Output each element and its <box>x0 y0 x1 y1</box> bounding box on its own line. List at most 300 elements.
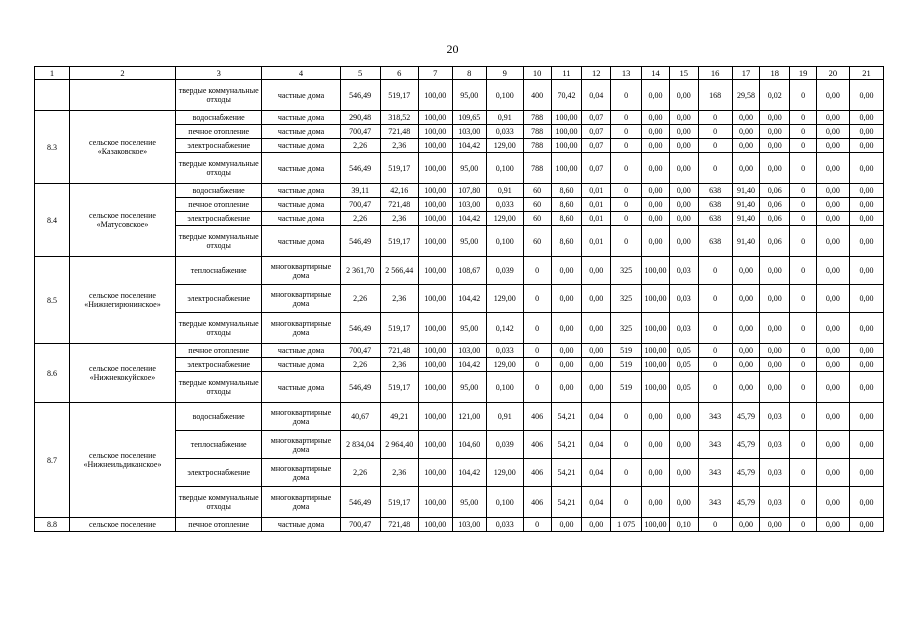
column-number: 11 <box>551 67 582 80</box>
value-cell: 519 <box>611 372 642 403</box>
value-cell: 400 <box>523 80 551 111</box>
value-cell: 104,42 <box>452 358 486 372</box>
value-cell: 406 <box>523 459 551 487</box>
value-cell: 0,033 <box>486 518 523 532</box>
value-cell: 0 <box>698 313 732 344</box>
value-cell: 2,26 <box>340 139 380 153</box>
value-cell: 0,100 <box>486 372 523 403</box>
table-row <box>35 257 884 285</box>
service-type: печное отопление <box>175 198 261 212</box>
service-type: электроснабжение <box>175 459 261 487</box>
value-cell: 100,00 <box>418 431 452 459</box>
value-cell: 0 <box>698 372 732 403</box>
value-cell: 519 <box>611 344 642 358</box>
value-cell: 0,91 <box>486 184 523 198</box>
value-cell: 0 <box>790 358 817 372</box>
value-cell: 0,00 <box>849 226 883 257</box>
value-cell: 0,00 <box>816 80 849 111</box>
table-row <box>35 403 884 431</box>
value-cell: 100,00 <box>551 153 582 184</box>
value-cell: 0,00 <box>669 80 698 111</box>
service-type: твердые коммунальные отходы <box>175 153 261 184</box>
value-cell: 0,00 <box>642 125 670 139</box>
value-cell: 0,00 <box>551 257 582 285</box>
value-cell: 519 <box>611 358 642 372</box>
value-cell: 0 <box>790 111 817 125</box>
tariff-table <box>34 66 884 532</box>
value-cell: 95,00 <box>452 226 486 257</box>
value-cell: 0,00 <box>669 125 698 139</box>
value-cell: 638 <box>698 184 732 198</box>
value-cell: 0,00 <box>642 184 670 198</box>
value-cell: 109,65 <box>452 111 486 125</box>
value-cell: 0 <box>698 125 732 139</box>
value-cell: 788 <box>523 111 551 125</box>
service-type: электроснабжение <box>175 285 261 313</box>
value-cell: 103,00 <box>452 198 486 212</box>
value-cell: 638 <box>698 226 732 257</box>
value-cell: 343 <box>698 487 732 518</box>
service-type: водоснабжение <box>175 184 261 198</box>
value-cell: 100,00 <box>551 125 582 139</box>
value-cell: 0,06 <box>760 212 790 226</box>
value-cell: 95,00 <box>452 372 486 403</box>
value-cell: 100,00 <box>642 257 670 285</box>
value-cell: 0,00 <box>642 226 670 257</box>
value-cell: 721,48 <box>380 198 418 212</box>
value-cell: 8,60 <box>551 212 582 226</box>
building-type: частные дома <box>262 80 340 111</box>
value-cell: 0,00 <box>642 212 670 226</box>
value-cell: 0,01 <box>582 184 611 198</box>
value-cell: 0,00 <box>551 285 582 313</box>
value-cell: 100,00 <box>418 285 452 313</box>
value-cell: 0,04 <box>582 80 611 111</box>
value-cell: 0,00 <box>816 518 849 532</box>
value-cell: 2 834,04 <box>340 431 380 459</box>
value-cell: 343 <box>698 459 732 487</box>
value-cell: 91,40 <box>732 212 760 226</box>
value-cell: 325 <box>611 285 642 313</box>
settlement-name: сельское поселение «Казаковское» <box>69 111 175 184</box>
value-cell: 107,80 <box>452 184 486 198</box>
value-cell: 100,00 <box>642 358 670 372</box>
settlement-name: сельское поселение «Матусовское» <box>69 184 175 257</box>
page-number: 20 <box>446 42 459 56</box>
value-cell: 129,00 <box>486 459 523 487</box>
value-cell: 0,142 <box>486 313 523 344</box>
value-cell: 100,00 <box>642 285 670 313</box>
value-cell: 0,00 <box>849 139 883 153</box>
value-cell: 0,91 <box>486 111 523 125</box>
value-cell: 2,26 <box>340 285 380 313</box>
value-cell: 0,100 <box>486 153 523 184</box>
value-cell: 2,26 <box>340 358 380 372</box>
value-cell: 0,01 <box>582 226 611 257</box>
value-cell: 0,00 <box>642 487 670 518</box>
column-number: 20 <box>816 67 849 80</box>
value-cell: 519,17 <box>380 153 418 184</box>
value-cell: 0,07 <box>582 125 611 139</box>
value-cell: 343 <box>698 431 732 459</box>
column-number: 1 <box>35 67 70 80</box>
building-type: многоквартирные дома <box>262 431 340 459</box>
building-type: многоквартирные дома <box>262 313 340 344</box>
value-cell: 0 <box>790 487 817 518</box>
value-cell: 0 <box>698 518 732 532</box>
value-cell: 2 964,40 <box>380 431 418 459</box>
value-cell: 0,00 <box>849 487 883 518</box>
value-cell: 0,033 <box>486 344 523 358</box>
building-type: частные дома <box>262 358 340 372</box>
column-number: 9 <box>486 67 523 80</box>
value-cell: 0,05 <box>669 372 698 403</box>
value-cell: 406 <box>523 487 551 518</box>
row-number: 8.7 <box>35 403 70 518</box>
value-cell: 100,00 <box>418 139 452 153</box>
value-cell: 2,36 <box>380 459 418 487</box>
value-cell: 0,00 <box>816 313 849 344</box>
value-cell: 0,033 <box>486 198 523 212</box>
settlement-name: сельское поселение «Нижнеильдиканское» <box>69 403 175 518</box>
building-type: частные дома <box>262 139 340 153</box>
value-cell: 54,21 <box>551 431 582 459</box>
value-cell: 0,100 <box>486 487 523 518</box>
value-cell: 0,00 <box>732 344 760 358</box>
value-cell: 0 <box>611 487 642 518</box>
value-cell: 0,03 <box>760 431 790 459</box>
value-cell: 100,00 <box>418 372 452 403</box>
service-type: водоснабжение <box>175 111 261 125</box>
service-type: твердые коммунальные отходы <box>175 313 261 344</box>
service-type: теплоснабжение <box>175 257 261 285</box>
value-cell: 0,00 <box>849 372 883 403</box>
value-cell: 0 <box>611 198 642 212</box>
value-cell: 0,00 <box>551 358 582 372</box>
value-cell: 2 361,70 <box>340 257 380 285</box>
value-cell: 0,00 <box>816 198 849 212</box>
value-cell: 100,00 <box>418 257 452 285</box>
value-cell: 104,60 <box>452 431 486 459</box>
value-cell: 2 566,44 <box>380 257 418 285</box>
value-cell: 700,47 <box>340 344 380 358</box>
value-cell: 100,00 <box>418 459 452 487</box>
value-cell: 0,01 <box>582 198 611 212</box>
value-cell: 0,04 <box>582 403 611 431</box>
value-cell: 2,36 <box>380 212 418 226</box>
value-cell: 91,40 <box>732 184 760 198</box>
value-cell: 0 <box>698 139 732 153</box>
value-cell: 0 <box>698 285 732 313</box>
value-cell: 0,00 <box>760 125 790 139</box>
value-cell: 8,60 <box>551 226 582 257</box>
value-cell: 100,00 <box>418 184 452 198</box>
value-cell: 0,00 <box>669 431 698 459</box>
value-cell: 0,00 <box>849 257 883 285</box>
value-cell: 100,00 <box>418 487 452 518</box>
value-cell: 0 <box>790 198 817 212</box>
table-row <box>35 111 884 125</box>
value-cell: 0,02 <box>760 80 790 111</box>
value-cell: 0,03 <box>760 487 790 518</box>
value-cell: 0 <box>523 358 551 372</box>
value-cell: 0,05 <box>669 344 698 358</box>
table-row <box>35 344 884 358</box>
column-number: 6 <box>380 67 418 80</box>
value-cell: 0 <box>790 212 817 226</box>
value-cell: 0 <box>790 226 817 257</box>
value-cell: 100,00 <box>418 212 452 226</box>
value-cell: 45,79 <box>732 487 760 518</box>
value-cell: 49,21 <box>380 403 418 431</box>
value-cell: 0,00 <box>816 344 849 358</box>
value-cell: 100,00 <box>418 80 452 111</box>
settlement-name: сельское поселение <box>69 518 175 532</box>
row-number: 8.6 <box>35 344 70 403</box>
value-cell: 100,00 <box>642 344 670 358</box>
value-cell: 0,00 <box>732 518 760 532</box>
value-cell: 0,00 <box>732 257 760 285</box>
value-cell: 54,21 <box>551 403 582 431</box>
building-type: частные дома <box>262 344 340 358</box>
value-cell: 0 <box>790 344 817 358</box>
value-cell: 121,00 <box>452 403 486 431</box>
service-type: твердые коммунальные отходы <box>175 226 261 257</box>
row-number <box>35 80 70 111</box>
value-cell: 0 <box>611 139 642 153</box>
value-cell: 60 <box>523 226 551 257</box>
value-cell: 100,00 <box>642 372 670 403</box>
value-cell: 0,00 <box>760 111 790 125</box>
value-cell: 100,00 <box>418 125 452 139</box>
value-cell: 0 <box>790 153 817 184</box>
value-cell: 70,42 <box>551 80 582 111</box>
value-cell: 0,00 <box>642 198 670 212</box>
value-cell: 0,07 <box>582 139 611 153</box>
value-cell: 0 <box>523 372 551 403</box>
value-cell: 0 <box>790 459 817 487</box>
value-cell: 0 <box>790 431 817 459</box>
value-cell: 0,033 <box>486 125 523 139</box>
building-type: частные дома <box>262 198 340 212</box>
value-cell: 0,00 <box>849 344 883 358</box>
service-type: печное отопление <box>175 518 261 532</box>
value-cell: 0 <box>790 125 817 139</box>
building-type: частные дома <box>262 153 340 184</box>
value-cell: 0 <box>611 111 642 125</box>
value-cell: 1 075 <box>611 518 642 532</box>
value-cell: 0,00 <box>849 431 883 459</box>
value-cell: 104,42 <box>452 212 486 226</box>
value-cell: 0 <box>523 344 551 358</box>
column-number: 5 <box>340 67 380 80</box>
value-cell: 0,00 <box>816 139 849 153</box>
value-cell: 108,67 <box>452 257 486 285</box>
value-cell: 0 <box>523 518 551 532</box>
value-cell: 0,03 <box>760 459 790 487</box>
value-cell: 8,60 <box>551 198 582 212</box>
value-cell: 0,00 <box>582 344 611 358</box>
value-cell: 788 <box>523 139 551 153</box>
building-type: многоквартирные дома <box>262 257 340 285</box>
value-cell: 100,00 <box>418 313 452 344</box>
value-cell: 0,00 <box>760 518 790 532</box>
value-cell: 0,00 <box>760 372 790 403</box>
value-cell: 0 <box>790 518 817 532</box>
value-cell: 0 <box>790 285 817 313</box>
value-cell: 45,79 <box>732 459 760 487</box>
value-cell: 546,49 <box>340 313 380 344</box>
value-cell: 0,100 <box>486 226 523 257</box>
value-cell: 0,00 <box>849 313 883 344</box>
table-row <box>35 80 884 111</box>
value-cell: 0,00 <box>849 198 883 212</box>
value-cell: 700,47 <box>340 198 380 212</box>
value-cell: 0,00 <box>582 358 611 372</box>
service-type: твердые коммунальные отходы <box>175 372 261 403</box>
value-cell: 546,49 <box>340 226 380 257</box>
value-cell: 0,00 <box>732 358 760 372</box>
value-cell: 0,00 <box>669 139 698 153</box>
value-cell: 91,40 <box>732 198 760 212</box>
value-cell: 0,00 <box>669 184 698 198</box>
value-cell: 0 <box>523 285 551 313</box>
value-cell: 325 <box>611 313 642 344</box>
value-cell: 721,48 <box>380 344 418 358</box>
value-cell: 519,17 <box>380 80 418 111</box>
value-cell: 103,00 <box>452 518 486 532</box>
value-cell: 0,03 <box>669 257 698 285</box>
value-cell: 60 <box>523 198 551 212</box>
value-cell: 0,00 <box>669 403 698 431</box>
value-cell: 406 <box>523 403 551 431</box>
value-cell: 0,00 <box>816 153 849 184</box>
value-cell: 0,00 <box>760 313 790 344</box>
value-cell: 0,01 <box>582 212 611 226</box>
value-cell: 0,00 <box>816 111 849 125</box>
column-number: 2 <box>69 67 175 80</box>
value-cell: 0,00 <box>642 459 670 487</box>
value-cell: 0,00 <box>760 153 790 184</box>
header-row <box>35 67 884 80</box>
value-cell: 0 <box>790 184 817 198</box>
value-cell: 0 <box>698 153 732 184</box>
value-cell: 95,00 <box>452 80 486 111</box>
column-number: 3 <box>175 67 261 80</box>
value-cell: 0,00 <box>849 403 883 431</box>
service-type: электроснабжение <box>175 212 261 226</box>
value-cell: 0,039 <box>486 431 523 459</box>
value-cell: 129,00 <box>486 139 523 153</box>
value-cell: 103,00 <box>452 125 486 139</box>
value-cell: 0 <box>790 139 817 153</box>
value-cell: 0,00 <box>669 198 698 212</box>
value-cell: 0,00 <box>642 111 670 125</box>
settlement-name: сельское поселение «Нижнегирюнинское» <box>69 257 175 344</box>
service-type: водоснабжение <box>175 403 261 431</box>
value-cell: 0,00 <box>849 358 883 372</box>
building-type: многоквартирные дома <box>262 285 340 313</box>
value-cell: 95,00 <box>452 313 486 344</box>
building-type: многоквартирные дома <box>262 403 340 431</box>
value-cell: 0,00 <box>732 125 760 139</box>
value-cell: 129,00 <box>486 212 523 226</box>
value-cell: 546,49 <box>340 153 380 184</box>
value-cell: 0,00 <box>849 153 883 184</box>
value-cell: 100,00 <box>551 139 582 153</box>
value-cell: 0,00 <box>669 459 698 487</box>
value-cell: 0,00 <box>760 139 790 153</box>
service-type: электроснабжение <box>175 139 261 153</box>
value-cell: 0,03 <box>760 403 790 431</box>
value-cell: 788 <box>523 153 551 184</box>
value-cell: 0,00 <box>816 125 849 139</box>
value-cell: 100,00 <box>551 111 582 125</box>
column-number: 4 <box>262 67 340 80</box>
value-cell: 168 <box>698 80 732 111</box>
value-cell: 0 <box>698 358 732 372</box>
value-cell: 0 <box>790 257 817 285</box>
value-cell: 0 <box>611 431 642 459</box>
value-cell: 0 <box>790 372 817 403</box>
column-number: 7 <box>418 67 452 80</box>
value-cell: 0 <box>523 313 551 344</box>
value-cell: 0,00 <box>760 344 790 358</box>
value-cell: 546,49 <box>340 372 380 403</box>
value-cell: 0,00 <box>642 153 670 184</box>
table-row <box>35 184 884 198</box>
value-cell: 0,00 <box>816 212 849 226</box>
building-type: частные дома <box>262 111 340 125</box>
row-number: 8.8 <box>35 518 70 532</box>
value-cell: 0,00 <box>551 372 582 403</box>
service-type: печное отопление <box>175 125 261 139</box>
value-cell: 0,100 <box>486 80 523 111</box>
value-cell: 0 <box>790 403 817 431</box>
value-cell: 104,42 <box>452 459 486 487</box>
value-cell: 0,04 <box>582 431 611 459</box>
value-cell: 0 <box>790 80 817 111</box>
value-cell: 0,00 <box>732 313 760 344</box>
column-number: 16 <box>698 67 732 80</box>
value-cell: 129,00 <box>486 285 523 313</box>
value-cell: 40,67 <box>340 403 380 431</box>
value-cell: 0,00 <box>642 403 670 431</box>
value-cell: 0,00 <box>816 358 849 372</box>
value-cell: 0 <box>611 125 642 139</box>
value-cell: 0,00 <box>849 459 883 487</box>
service-type: теплоснабжение <box>175 431 261 459</box>
value-cell: 700,47 <box>340 518 380 532</box>
value-cell: 0,00 <box>816 257 849 285</box>
value-cell: 721,48 <box>380 518 418 532</box>
value-cell: 2,36 <box>380 285 418 313</box>
value-cell: 519,17 <box>380 313 418 344</box>
value-cell: 0,00 <box>669 111 698 125</box>
value-cell: 0,00 <box>816 403 849 431</box>
value-cell: 29,58 <box>732 80 760 111</box>
value-cell: 0,00 <box>669 487 698 518</box>
value-cell: 100,00 <box>418 111 452 125</box>
value-cell: 0,06 <box>760 198 790 212</box>
value-cell: 2,36 <box>380 358 418 372</box>
value-cell: 0,00 <box>669 226 698 257</box>
value-cell: 0,07 <box>582 111 611 125</box>
value-cell: 95,00 <box>452 153 486 184</box>
value-cell: 0,00 <box>732 372 760 403</box>
value-cell: 60 <box>523 184 551 198</box>
value-cell: 100,00 <box>418 198 452 212</box>
